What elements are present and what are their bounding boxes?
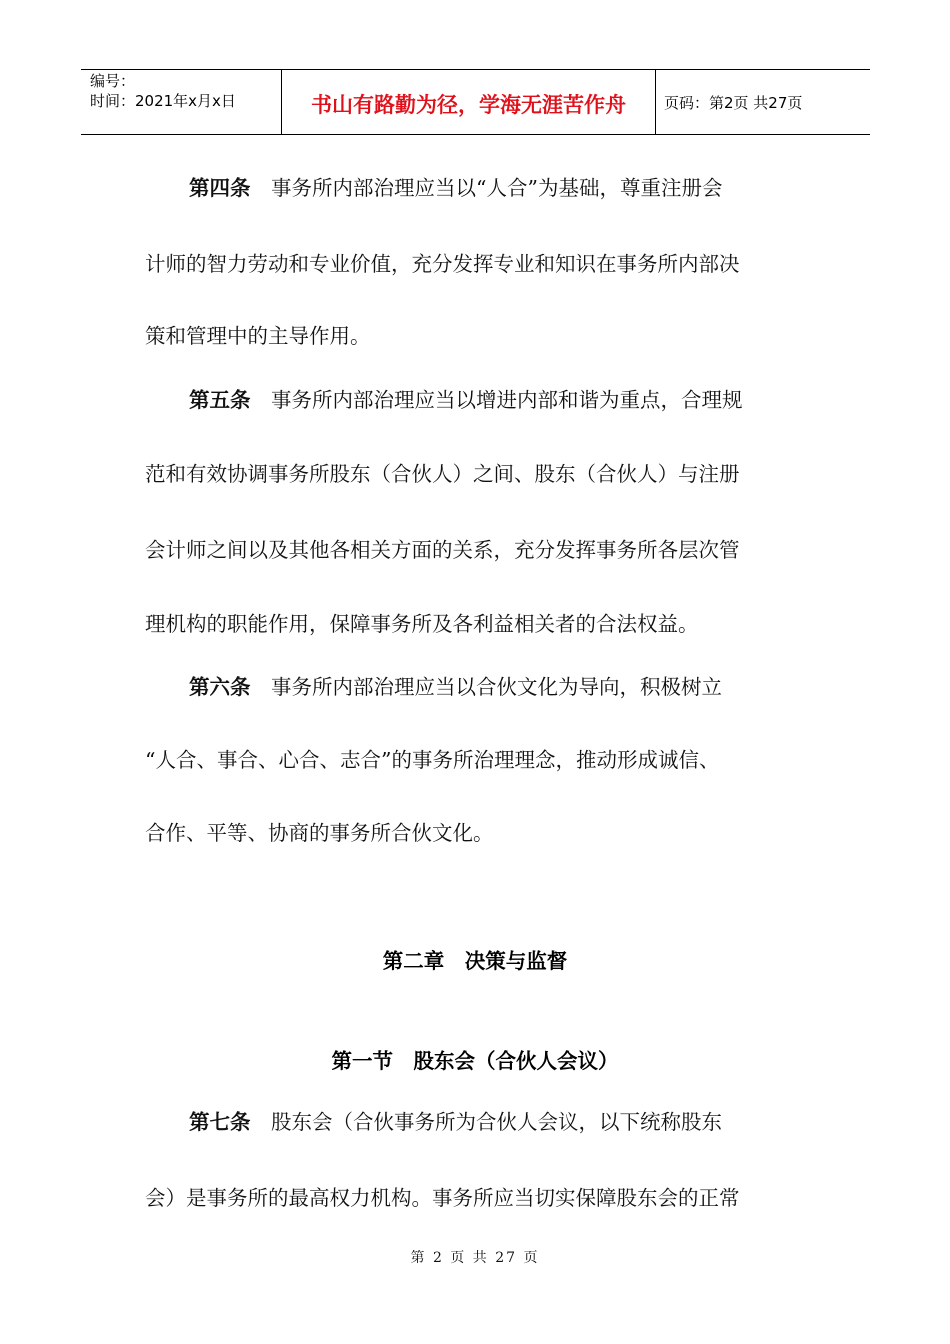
paragraph-line: 事务所内部治理应当以合伙文化为导向，积极树立 — [271, 675, 722, 699]
number-label: 编号： — [90, 72, 136, 90]
header-motto-cell — [282, 70, 656, 134]
paragraph-line: 范和有效协调事务所股东（合伙人）之间、股东（合伙人）与注册 — [145, 462, 740, 486]
paragraph-line: 理机构的职能作用，保障事务所及各利益相关者的合法权益。 — [145, 612, 699, 636]
time-label: 时间：2021年x月x日 — [90, 92, 236, 110]
motto: 书山有路勤为径，学海无涯苦作舟 — [311, 92, 626, 117]
paragraph-line: 计师的智力劳动和专业价值，充分发挥专业和知识在事务所内部决 — [145, 252, 740, 276]
chapter-heading: 第二章 决策与监督 — [382, 949, 568, 973]
article-number: 第七条 — [189, 1110, 251, 1134]
header-meta-cell — [81, 70, 282, 134]
paragraph-line: 事务所内部治理应当以“人合”为基础，尊重注册会 — [271, 176, 723, 200]
paragraph-line: “人合、事合、心合、志合”的事务所治理理念，推动形成诚信、 — [145, 748, 720, 772]
article-number: 第四条 — [189, 176, 251, 200]
article-number: 第六条 — [189, 675, 251, 699]
section-heading: 第一节 股东会（合伙人会议） — [331, 1049, 619, 1073]
paragraph-line: 会计师之间以及其他各相关方面的关系，充分发挥事务所各层次管 — [145, 538, 740, 562]
article-number: 第五条 — [189, 388, 251, 412]
header-page-cell — [656, 70, 870, 134]
paragraph-line: 会）是事务所的最高权力机构。事务所应当切实保障股东会的正常 — [145, 1186, 740, 1210]
page-footer: 第 2 页 共 27 页 — [410, 1250, 540, 1266]
paragraph-line: 策和管理中的主导作用。 — [145, 324, 371, 348]
paragraph-line: 合作、平等、协商的事务所合伙文化。 — [145, 821, 494, 845]
page-header — [81, 69, 870, 135]
page-code: 页码：第2页 共27页 — [664, 94, 803, 112]
paragraph-line: 股东会（合伙事务所为合伙人会议，以下统称股东 — [271, 1110, 722, 1134]
paragraph-line: 事务所内部治理应当以增进内部和谐为重点，合理规 — [271, 388, 743, 412]
